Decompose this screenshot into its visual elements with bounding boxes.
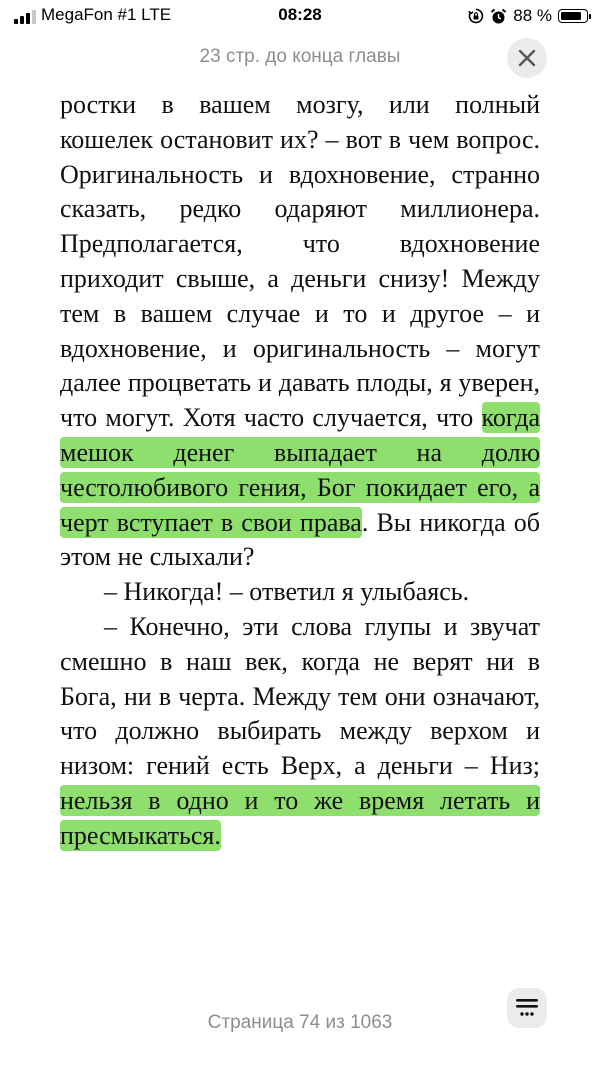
alarm-clock-icon bbox=[490, 8, 507, 25]
status-bar bbox=[0, 0, 600, 34]
book-paragraph bbox=[60, 88, 540, 575]
battery-cap bbox=[589, 14, 591, 19]
text-segment: – Конечно, эти слова глупы и звучат смешно в наш век, когда не верят ни в Бога, ни в черта. Между тем они означают, что должно выбирать между верхом и низом: гений есть Верх, а деньги – Низ; bbox=[60, 611, 540, 781]
highlighted-passage[interactable]: когда мешок денег выпадает на долю честолюбивого гения, Бог покидает его, а черт вступает в свои права bbox=[60, 403, 540, 537]
chapter-pages-remaining: 23 стр. до конца главы bbox=[199, 46, 401, 67]
page-counter: Страница 74 из 1063 bbox=[207, 1012, 393, 1033]
text-segment: – Никогда! – ответил я улыбаясь. bbox=[104, 577, 470, 607]
carrier-label: MegaFon #1 LTE bbox=[41, 5, 172, 24]
menu-lines-icon bbox=[515, 997, 539, 1019]
close-icon bbox=[518, 49, 536, 67]
battery-icon bbox=[558, 9, 588, 23]
reader-menu-button[interactable] bbox=[507, 988, 547, 1028]
battery-level-fill bbox=[561, 12, 581, 20]
text-segment: . Вы никогда об этом не слыхали? bbox=[60, 507, 540, 572]
highlighted-passage[interactable]: нельзя в одно и то же время летать и пресмыкаться. bbox=[60, 785, 540, 850]
book-text[interactable] bbox=[60, 88, 540, 854]
status-time: 08:28 bbox=[278, 5, 322, 24]
book-paragraph bbox=[60, 610, 540, 854]
text-segment: ростки в вашем мозгу, или полный кошелек остановит их? – вот в чем вопрос. Оригинальность и вдохновение, странно сказать, редко одаряют миллионера. Предполагается, что вдохновение приходит свыше, а деньги снизу! Между тем в вашем случае и то и другое – и вдохновение, и оригинальность – могут далее процветать и давать плоды, я уверен, что могут. Хотя часто случается, что bbox=[60, 90, 540, 433]
close-button[interactable] bbox=[507, 38, 547, 78]
status-indicators bbox=[468, 5, 588, 27]
book-paragraph bbox=[60, 575, 540, 610]
rotation-lock-icon bbox=[468, 8, 484, 24]
battery-percent: 88 % bbox=[513, 6, 552, 25]
